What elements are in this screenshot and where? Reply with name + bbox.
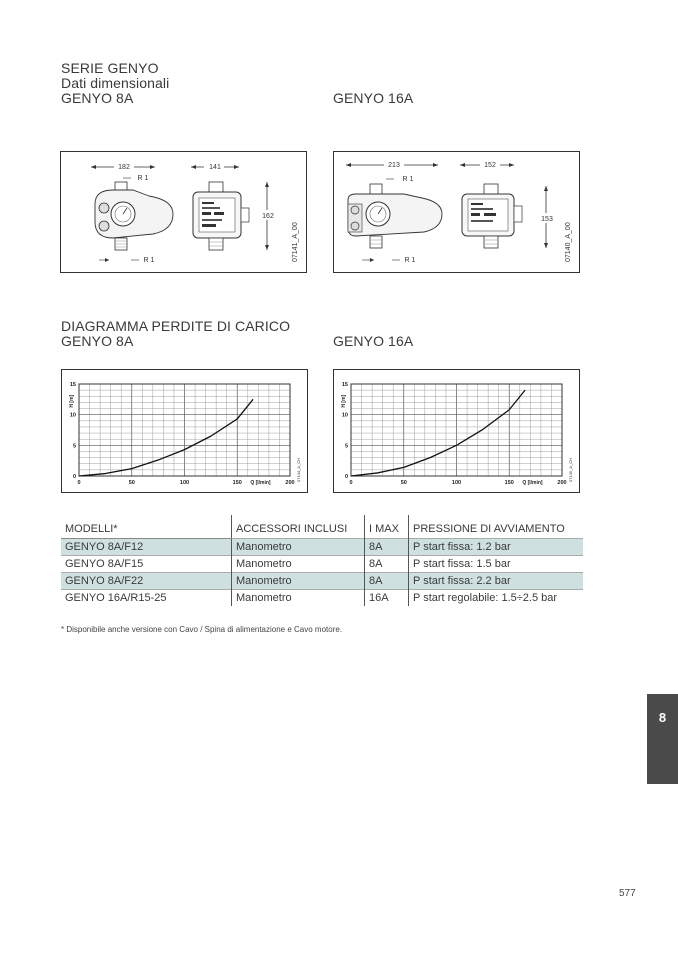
x-tick-label: 200 [285,480,295,486]
section-tab [647,694,678,784]
model-cell: GENYO 8A/F12 [61,539,232,556]
chart-svg-16a [334,370,579,492]
pressure-cell: P start regolabile: 1.5÷2.5 bar [409,590,584,607]
x-tick-label: 150 [232,480,242,486]
model-cell: GENYO 8A/F22 [61,573,232,590]
imax-cell: 8A [365,573,409,590]
diagram-title: DIAGRAMMA PERDITE DI CARICO [61,318,291,334]
section-tab-number: 8 [658,710,667,725]
y-tick-label: 10 [69,412,76,419]
diagram-heading-8a: GENYO 8A [61,333,134,349]
y-tick-label: 15 [341,382,348,388]
dim-width-8a: 182 [118,164,130,171]
pressure-cell: P start fissa: 1.2 bar [409,539,584,556]
accessories-cell: Manometro [232,590,365,607]
dimension-drawing-8a [60,151,307,273]
y-tick-label: 5 [344,443,348,450]
section-subtitle: Dati dimensionali [61,75,170,91]
model-heading-16a: GENYO 16A [333,90,414,106]
col-header-imax: I MAX [365,515,409,539]
dim-height-16a: 153 [541,216,553,223]
model-cell: GENYO 8A/F15 [61,556,232,573]
table-row [61,573,583,590]
thread-top-16a: R 1 [402,176,414,183]
dim-height-8a: 162 [262,213,274,220]
y-axis-label: H [m] [69,394,75,408]
pressure-cell: P start fissa: 2.2 bar [409,573,584,590]
dim-depth-16a: 152 [484,162,496,169]
x-tick-label: 100 [451,480,462,486]
page-number: 577 [619,888,636,899]
x-tick-label: 50 [128,480,135,486]
thread-top-8a: R 1 [137,175,149,182]
diagram-heading-16a: GENYO 16A [333,333,414,349]
dim-width-16a: 213 [388,162,400,169]
y-tick-label: 10 [341,412,348,419]
y-tick-label: 0 [72,474,76,480]
accessories-cell: Manometro [232,539,365,556]
x-tick-label: 0 [77,480,81,486]
imax-cell: 16A [365,590,409,607]
y-tick-label: 5 [72,443,76,450]
table-header-row [61,515,583,539]
col-header-models: MODELLI* [61,515,232,539]
series-title: SERIE GENYO [61,60,159,76]
x-tick-label: 200 [557,480,567,486]
x-axis-label: Q [l/min] [522,480,543,486]
y-tick-label: 0 [344,474,348,480]
model-heading-8a: GENYO 8A [61,90,134,106]
pressure-cell: P start fissa: 1.5 bar [409,556,584,573]
models-table [61,515,583,606]
dim-depth-8a: 141 [209,164,221,171]
chart-code: 07145_A_CH [568,457,573,482]
drawing-code-8a: 07141_A_00 [292,222,299,262]
x-tick-label: 50 [400,480,407,486]
pressure-loss-chart-8a [61,369,308,493]
accessories-cell: Manometro [232,573,365,590]
accessories-cell: Manometro [232,556,365,573]
x-tick-label: 0 [349,480,353,486]
col-header-accessories: ACCESSORI INCLUSI [232,515,365,539]
y-axis-label: H [m] [341,394,347,408]
x-axis-label: Q [l/min] [250,480,271,486]
model-cell: GENYO 16A/R15-25 [61,590,232,607]
thread-bottom-8a: R 1 [143,257,155,264]
x-tick-label: 100 [179,480,190,486]
dimension-drawing-16a [333,151,580,273]
x-tick-label: 150 [504,480,514,486]
chart-code: 07144_A_CH [296,457,301,482]
col-header-start-pressure: PRESSIONE DI AVVIAMENTO [409,515,584,539]
footnote: * Disponibile anche versione con Cavo / Spina di alimentazione e Cavo motore. [61,625,343,634]
y-tick-label: 15 [69,382,76,388]
thread-bottom-16a: R 1 [404,257,416,264]
table-row [61,539,583,556]
imax-cell: 8A [365,539,409,556]
table-row [61,556,583,573]
imax-cell: 8A [365,556,409,573]
pressure-loss-chart-16a [333,369,580,493]
table-row [61,590,583,607]
drawing-code-16a: 07140_A_00 [565,222,572,262]
chart-svg-8a [62,370,307,492]
series-line [79,399,253,476]
